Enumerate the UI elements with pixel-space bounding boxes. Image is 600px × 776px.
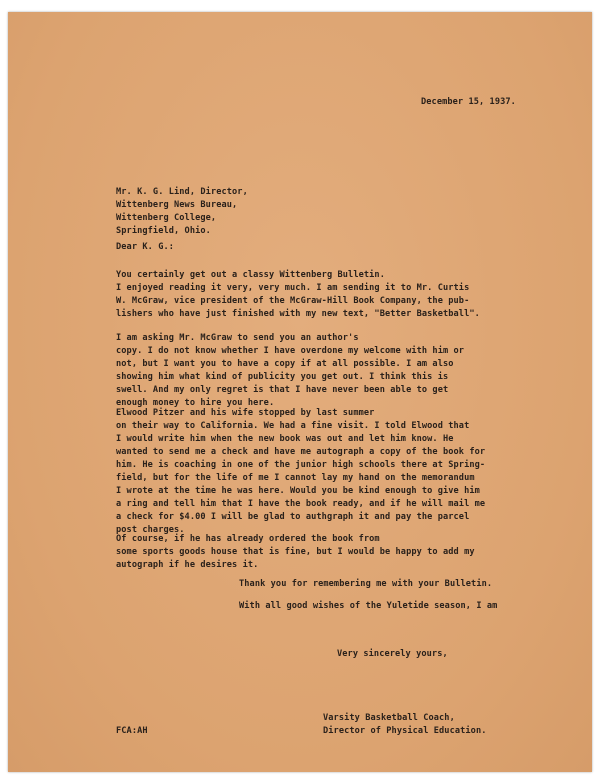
paragraph-line: swell. And my only regret is that I have never been able to get bbox=[116, 385, 449, 395]
paragraph-line: autograph if he desires it. bbox=[116, 560, 259, 570]
paragraph-line: wanted to send me a check and have me autograph a copy of the book for bbox=[116, 447, 486, 457]
paragraph-elwood-pitzer bbox=[116, 407, 485, 537]
signature-title: Director of Physical Education. bbox=[323, 726, 487, 736]
paragraph-line: W. McGraw, vice president of the McGraw-Hill Book Company, the pub- bbox=[116, 296, 470, 306]
paragraph-line: lishers who have just finished with my new text, "Better Basketball". bbox=[116, 309, 480, 319]
address-line: Springfield, Ohio. bbox=[116, 226, 211, 236]
address-line: Mr. K. G. Lind, Director, bbox=[116, 187, 248, 197]
paragraph-line: I wrote at the time he was here. Would you be kind enough to give him bbox=[116, 486, 480, 496]
paragraph-line: Thank you for remembering me with your Bulletin. bbox=[239, 579, 493, 589]
paragraph-line: enough money to hire you here. bbox=[116, 398, 275, 408]
signature-title: Varsity Basketball Coach, bbox=[323, 713, 455, 723]
letter-date: December 15, 1937. bbox=[421, 97, 516, 107]
signature-block bbox=[323, 712, 487, 738]
paragraph-sports-goods bbox=[116, 533, 475, 572]
paragraph-line: I would write him when the new book was out and let him know. He bbox=[116, 434, 454, 444]
paragraph-line: field, but for the life of me I cannot lay my hand on the memorandum bbox=[116, 473, 475, 483]
paragraph-line: Of course, if he has already ordered the book from bbox=[116, 534, 380, 544]
paragraph-line: copy. I do not know whether I have overdone my welcome with him or bbox=[116, 346, 465, 356]
paragraph-line: a check for $4.00 I will be glad to authgraph it and pay the parcel bbox=[116, 512, 470, 522]
paragraph-line: With all good wishes of the Yuletide season, I am bbox=[239, 601, 498, 611]
paragraph-line: a ring and tell him that I have the book ready, and if he will mail me bbox=[116, 499, 486, 509]
salutation: Dear K. G.: bbox=[116, 242, 175, 252]
paragraph-line: I enjoyed reading it very, very much. I am sending it to Mr. Curtis bbox=[116, 283, 470, 293]
reference-initials: FCA:AH bbox=[116, 726, 148, 736]
address-line: Wittenberg News Bureau, bbox=[116, 200, 238, 210]
paragraph-line: post charges. bbox=[116, 525, 185, 535]
paragraph-line: not, but I want you to have a copy if at all possible. I am also bbox=[116, 359, 454, 369]
paragraph-line: some sports goods house that is fine, but I would be happy to add my bbox=[116, 547, 475, 557]
paragraph-bulletin bbox=[116, 269, 480, 321]
paragraph-thanks bbox=[239, 578, 492, 591]
paragraph-line: on their way to California. We had a fine visit. I told Elwood that bbox=[116, 421, 470, 431]
address-line: Wittenberg College, bbox=[116, 213, 217, 223]
paragraph-line: Elwood Pitzer and his wife stopped by last summer bbox=[116, 408, 375, 418]
paragraph-author-copy bbox=[116, 332, 464, 410]
paragraph-line: him. He is coaching in one of the junior high schools there at Spring- bbox=[116, 460, 486, 470]
paragraph-line: I am asking Mr. McGraw to send you an author's bbox=[116, 333, 359, 343]
recipient-address bbox=[116, 186, 248, 238]
letter-page bbox=[8, 12, 592, 772]
paragraph-line: You certainly get out a classy Wittenberg Bulletin. bbox=[116, 270, 385, 280]
complimentary-close: Very sincerely yours, bbox=[337, 649, 448, 659]
paragraph-line: showing him what kind of publicity you get out. I think this is bbox=[116, 372, 449, 382]
paragraph-wishes bbox=[239, 600, 497, 613]
